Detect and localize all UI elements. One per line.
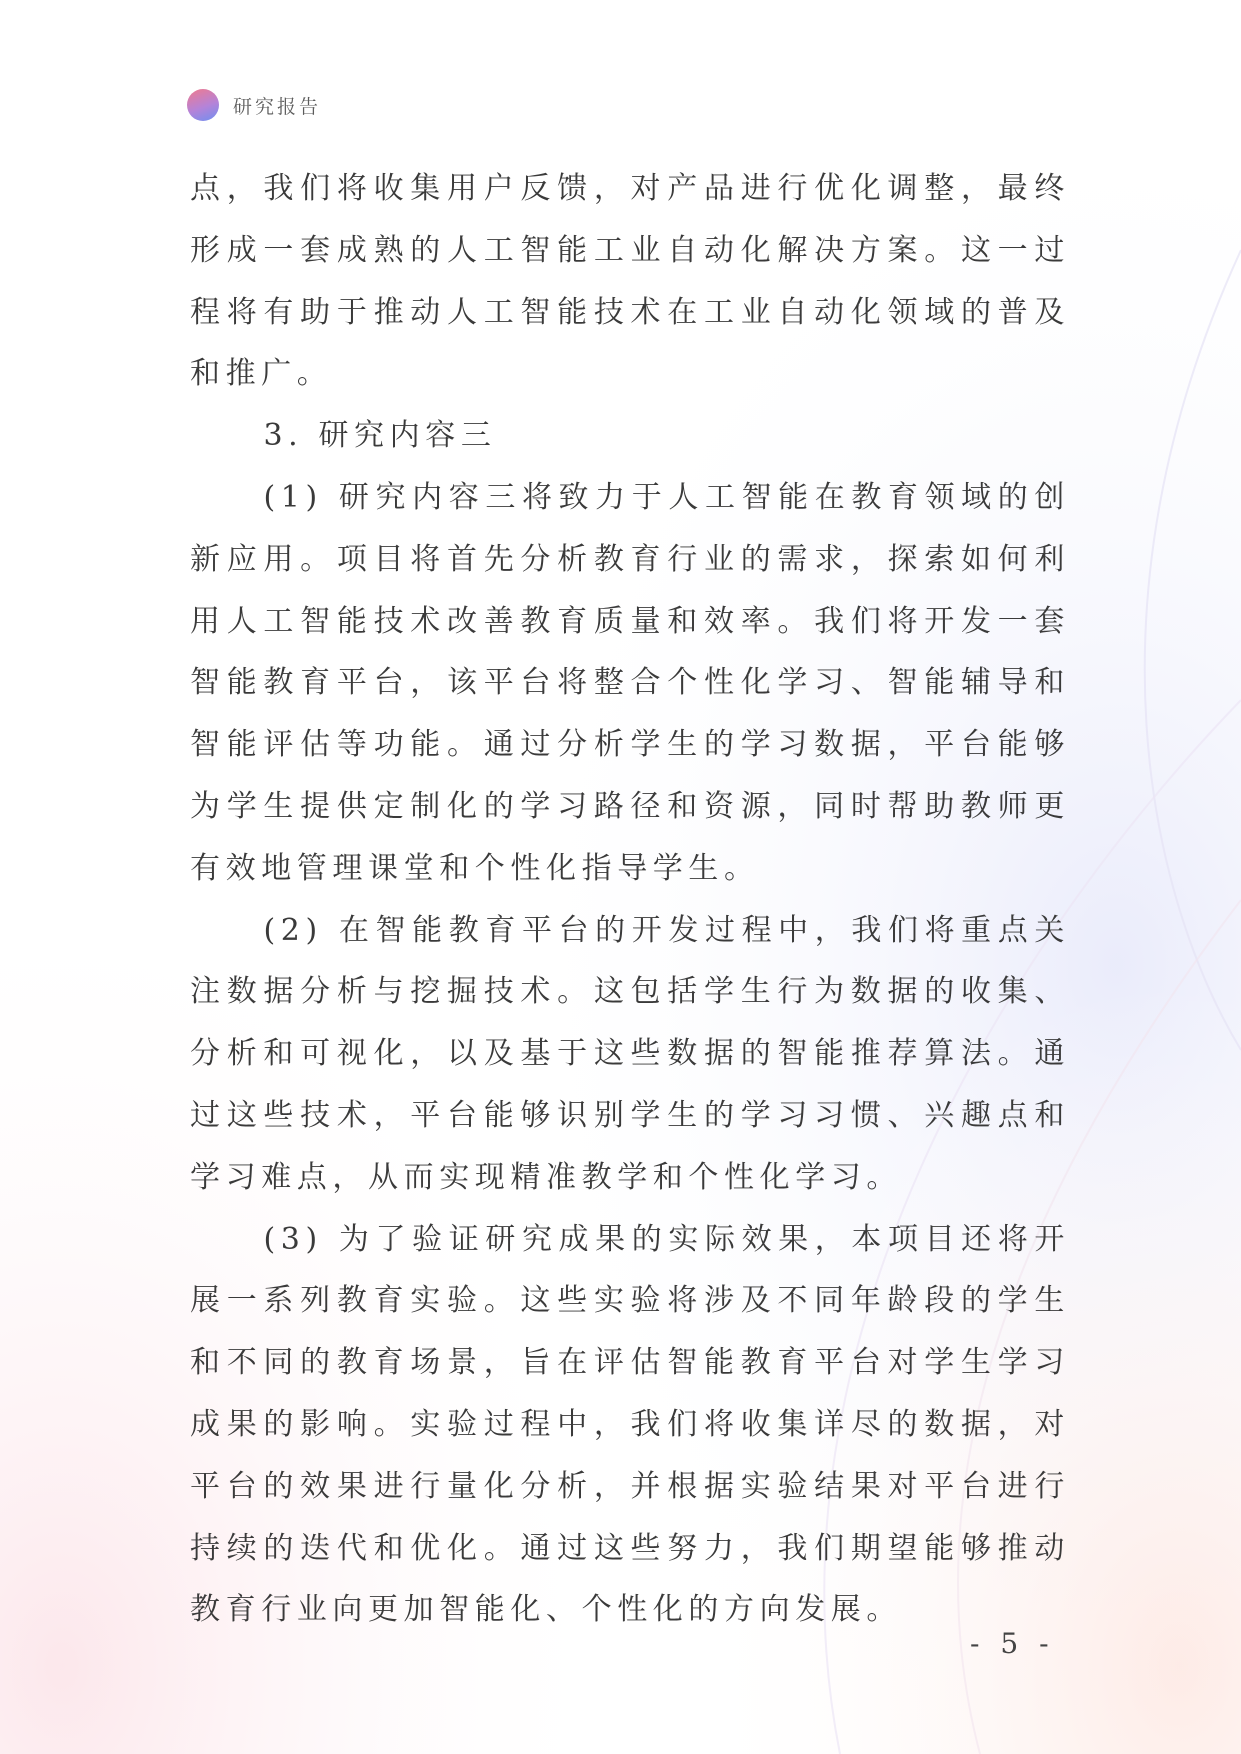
header-title: 研究报告: [233, 95, 322, 118]
logo-icon: [187, 89, 219, 121]
section-heading: 3. 研究内容三: [263, 418, 497, 454]
paragraph-item-3: (3) 为了验证研究成果的实际效果，本项目还将开展一系列教育实验。这些实验将涉及不同年龄段的学生和不同的教育场景，旨在评估智能教育平台对学生学习成果的影响。实验过程中，我们将收集详尽的数据，对平台的效果进行量化分析，并根据实验结果对平台进行持续的迭代和优化。通过这些努力，我们期望能够推动教育行业向更加智能化、个性化的方向发展。: [190, 1221, 1070, 1628]
page-number: - 5 -: [970, 1627, 1055, 1660]
report-header: [187, 88, 321, 122]
paragraph-item-2: (2) 在智能教育平台的开发过程中，我们将重点关注数据分析与挖掘技术。这包括学生行为数据的收集、分析和可视化，以及基于这些数据的智能推荐算法。通过这些技术，平台能够识别学生的学习习惯、兴趣点和学习难点，从而实现精准教学和个性化学习。: [190, 912, 1070, 1195]
paragraph-continuation: 点，我们将收集用户反馈，对产品进行优化调整，最终形成一套成熟的人工智能工业自动化解决方案。这一过程将有助于推动人工智能技术在工业自动化领域的普及和推广。: [190, 171, 1070, 392]
paragraph-item-1: (1) 研究内容三将致力于人工智能在教育领域的创新应用。项目将首先分析教育行业的需求，探索如何利用人工智能技术改善教育质量和效率。我们将开发一套智能教育平台，该平台将整合个性化学习、智能辅导和智能评估等功能。通过分析学生的学习数据，平台能够为学生提供定制化的学习路径和资源，同时帮助教师更有效地管理课堂和个性化指导学生。: [190, 479, 1070, 886]
document-body: [190, 158, 1070, 1641]
